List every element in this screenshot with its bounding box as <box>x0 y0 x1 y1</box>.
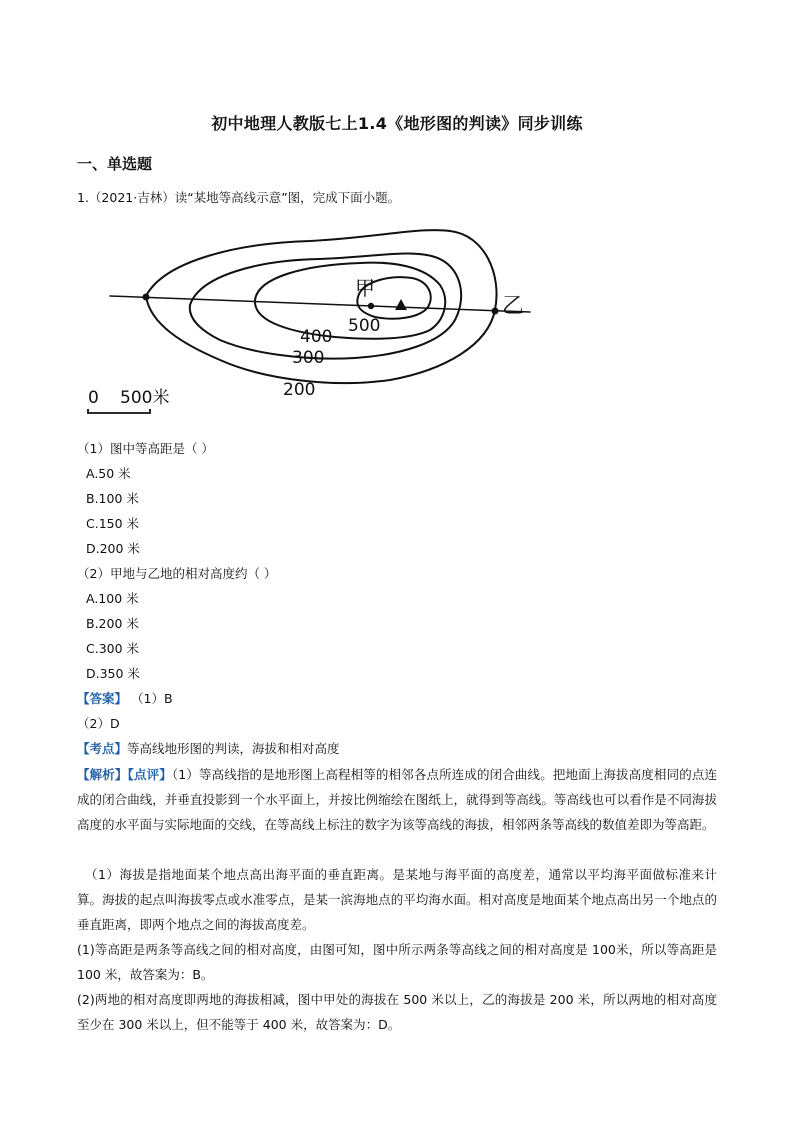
section-heading: 一、单选题 <box>77 155 153 173</box>
option-1b: B.100 米 <box>86 491 139 506</box>
label-yi: 乙 <box>502 294 525 319</box>
analysis-label: 【解析】【点评】 <box>77 767 172 782</box>
kaodian-text: 等高线地形图的判读，海拔和相对高度 <box>127 741 340 756</box>
answer-label: 【答案】 <box>77 691 128 706</box>
kaodian-label: 【考点】 <box>77 741 128 756</box>
contour-label-300: 300 <box>292 348 325 368</box>
contour-map <box>90 215 540 415</box>
option-2d: D.350 米 <box>86 666 140 681</box>
analysis-text-1: （1）等高线指的是地形图上高程相等的相邻各点所连成的闭合曲线。把地面上海拔高度相同的点连成的闭合曲线，并垂直投影到一个水平面上，并按比例缩绘在图纸上，就得到等高线。等高线也可以看作是不同海拔高度的水平面与实际地面的交线，在等高线上标注的数字为该等高线的海拔，相邻两条等高线的数值差即为等高距。 <box>77 767 717 832</box>
contour-label-200: 200 <box>283 380 316 400</box>
option-2b: B.200 米 <box>86 616 139 631</box>
analysis-paragraph-3: (1)等高距是两条等高线之间的相对高度，由图可知，图中所示两条等高线之间的相对高度是 100米，所以等高距是 100 米，故答案为：B。 <box>77 942 717 982</box>
answer-1: （1）B <box>131 691 173 706</box>
sub-question-2: （2）甲地与乙地的相对高度约（ ） <box>77 566 277 581</box>
answer-row <box>77 690 173 708</box>
scale-bar <box>88 409 150 413</box>
contour-label-500: 500 <box>348 316 381 336</box>
analysis-paragraph-1 <box>77 762 717 837</box>
page-title: 初中地理人教版七上1.4《地形图的判读》同步训练 <box>211 114 583 133</box>
option-2a: A.100 米 <box>86 591 139 606</box>
point-left <box>143 294 150 301</box>
scale-zero: 0 <box>88 388 99 408</box>
scale-value: 500米 <box>120 388 170 408</box>
point-yi <box>492 308 499 315</box>
analysis-paragraph-2: （1）海拔是指地面某个地点高出海平面的垂直距离。是某地与海平面的高度差，通常以平均海平面做标准来计算。海拔的起点叫海拔零点或水准零点，是某一滨海地点的平均海水面。相对高度是地面某个地点高出另一个地点的垂直距离，即两个地点之间的海拔高度差。 <box>77 867 717 932</box>
option-1c: C.150 米 <box>86 516 140 531</box>
analysis-paragraph-4: (2)两地的相对高度即两地的海拔相减，图中甲处的海拔在 500 米以上，乙的海拔是 200 米，所以两地的相对高度至少在 300 米以上，但不能等于 400 米，故答案为：D。 <box>77 992 717 1032</box>
sub-question-1: （1）图中等高距是（ ） <box>77 441 214 456</box>
option-1a: A.50 米 <box>86 466 131 481</box>
profile-line <box>110 296 530 312</box>
label-jia: 甲 <box>355 276 375 300</box>
answer-2: （2）D <box>77 716 120 731</box>
question-stem: 1.（2021·吉林）读“某地等高线示意”图，完成下面小题。 <box>77 190 401 205</box>
kaodian-row <box>77 740 340 758</box>
point-jia <box>368 303 374 309</box>
summit-triangle-icon <box>395 299 407 310</box>
option-2c: C.300 米 <box>86 641 140 656</box>
contour-label-400: 400 <box>300 327 333 347</box>
option-1d: D.200 米 <box>86 541 140 556</box>
